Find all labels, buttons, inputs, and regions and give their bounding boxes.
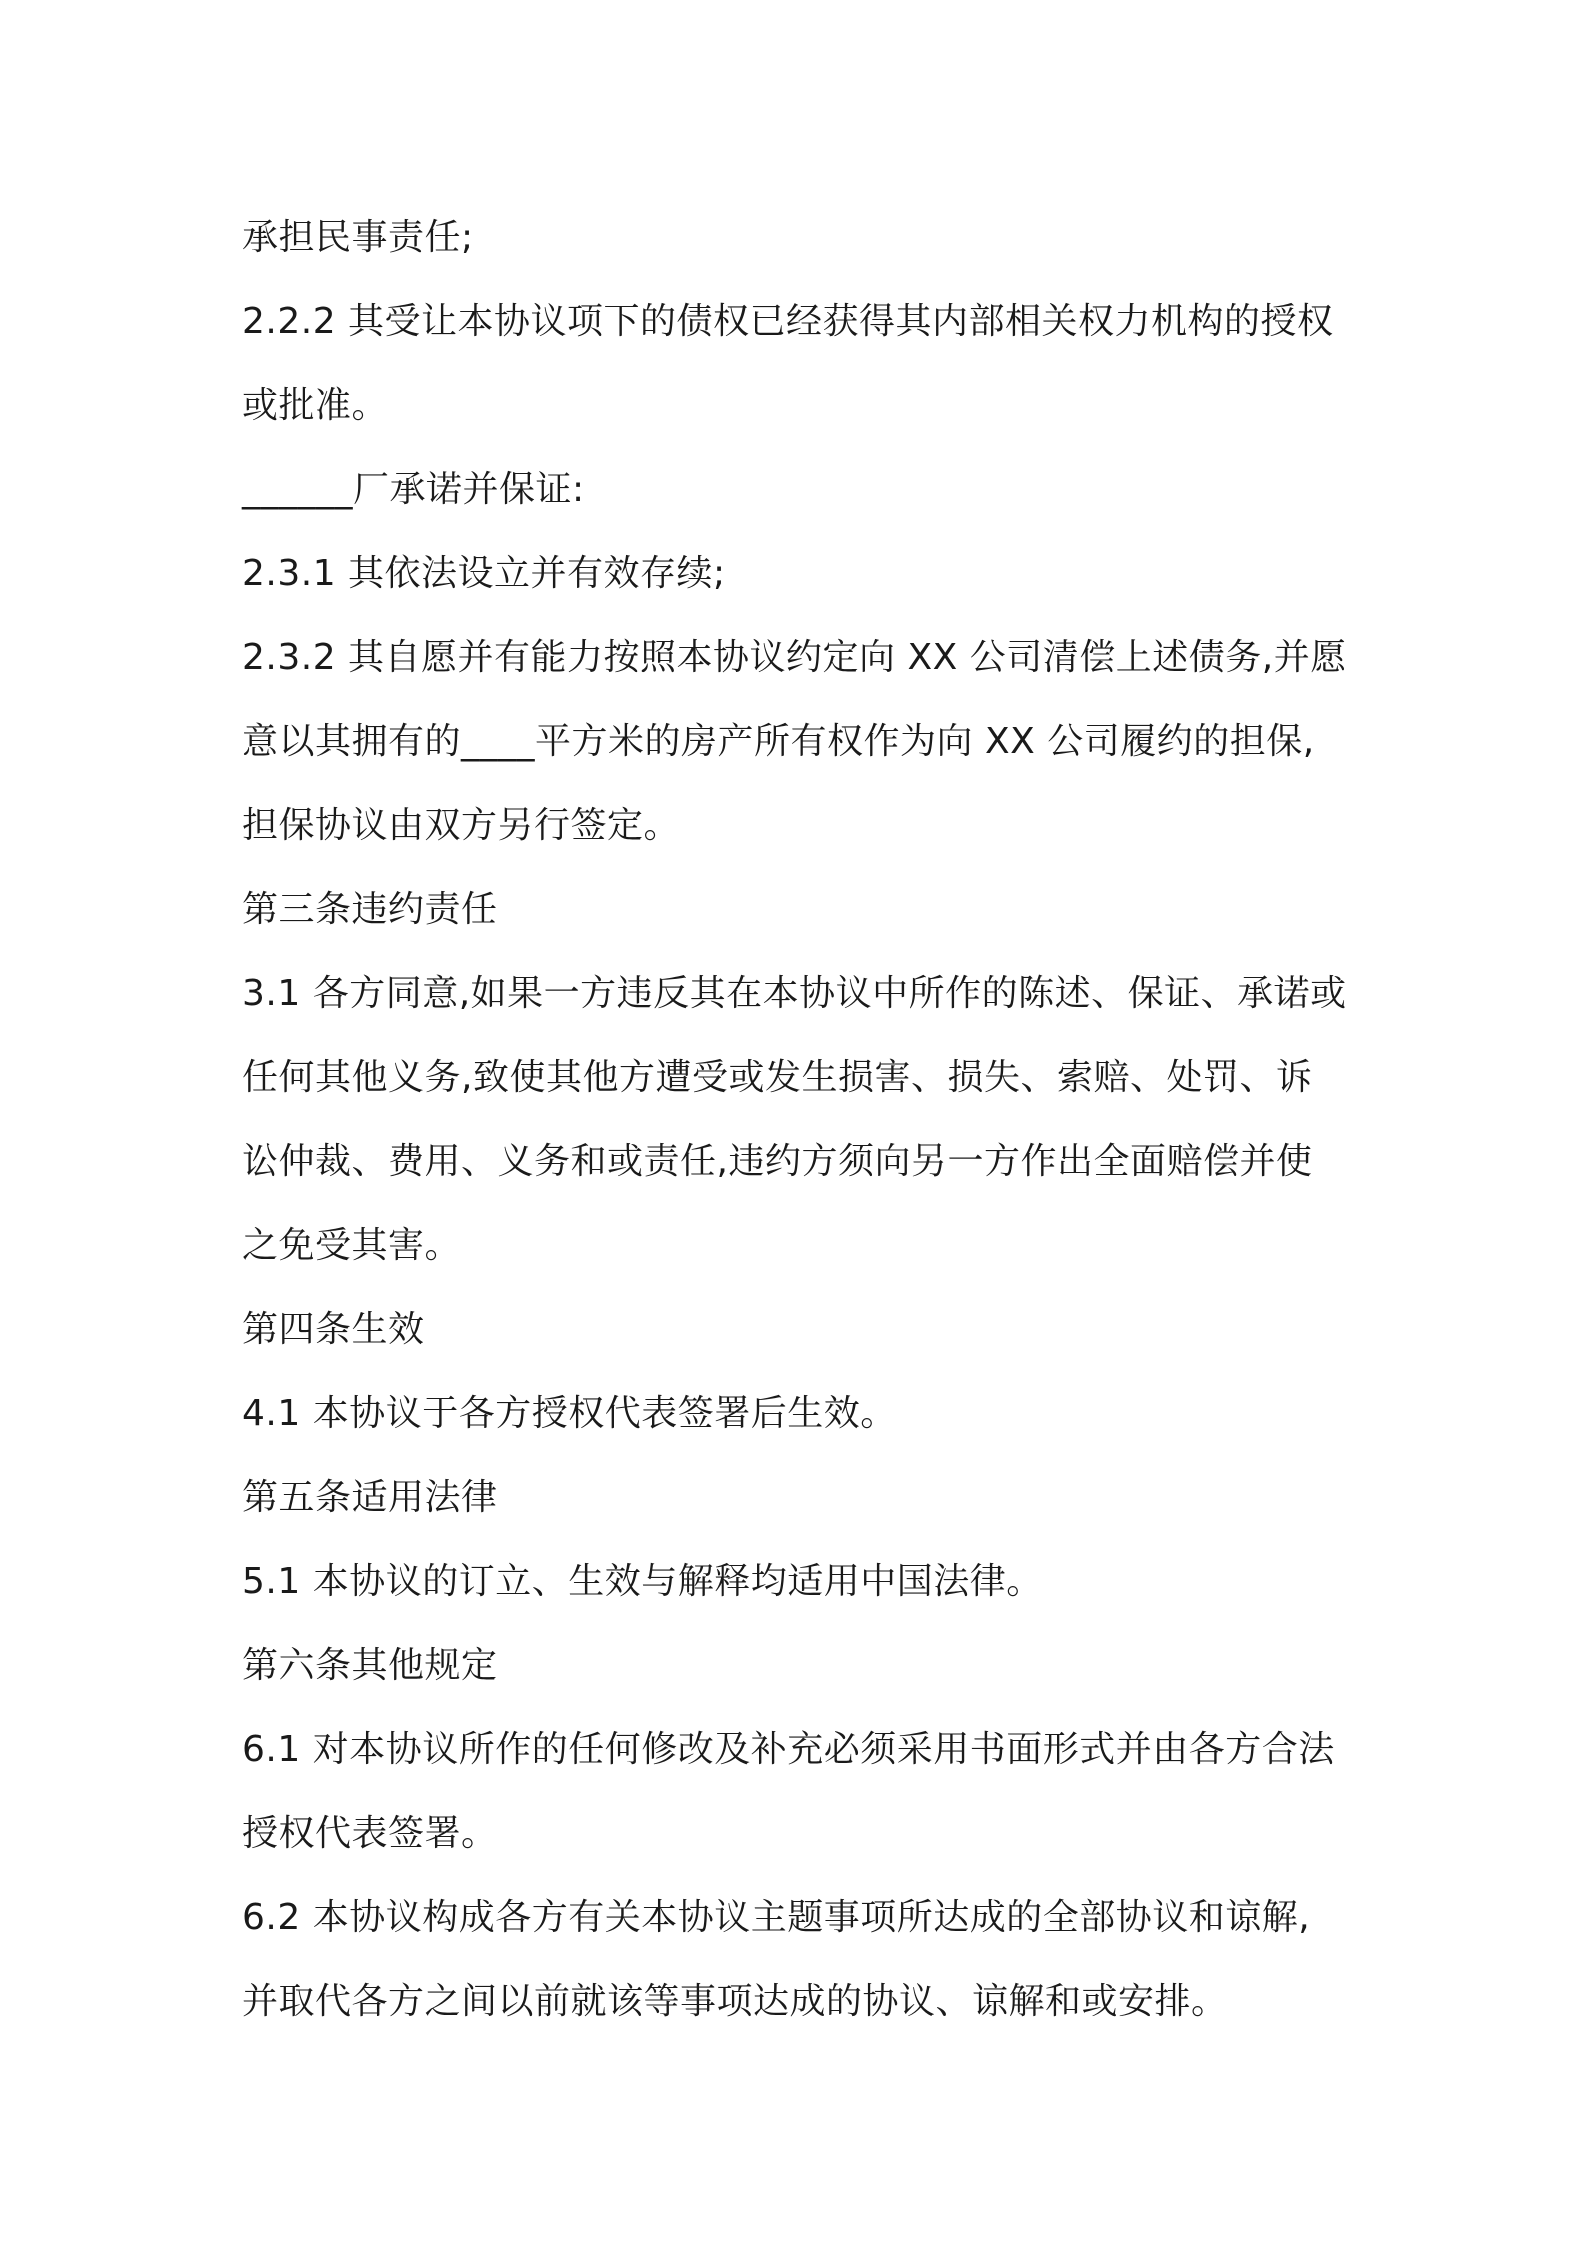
text-line: 6.2 本协议构成各方有关本协议主题事项所达成的全部协议和谅解, xyxy=(242,1897,1311,1938)
section-heading: 第五条适用法律 xyxy=(242,1477,498,1518)
section-heading: 第四条生效 xyxy=(242,1309,425,1350)
text-line: 讼仲裁、费用、义务和或责任,违约方须向另一方作出全面赔偿并使 xyxy=(242,1141,1313,1182)
text-line: 2.3.1 其依法设立并有效存续; xyxy=(242,553,726,594)
text-line: 授权代表签署。 xyxy=(242,1813,498,1854)
text-line: 4.1 本协议于各方授权代表签署后生效。 xyxy=(242,1393,897,1434)
text-line: 3.1 各方同意,如果一方违反其在本协议中所作的陈述、保证、承诺或 xyxy=(242,973,1347,1014)
text-line: 之免受其害。 xyxy=(242,1225,462,1266)
text-line: 承担民事责任; xyxy=(242,217,474,258)
text-line: 2.3.2 其自愿并有能力按照本协议约定向 XX 公司清偿上述债务,并愿 xyxy=(242,637,1347,678)
text-line: 担保协议由双方另行签定。 xyxy=(242,805,681,846)
text-line: 意以其拥有的____平方米的房产所有权作为向 XX 公司履约的担保, xyxy=(242,721,1315,762)
section-heading: 第六条其他规定 xyxy=(242,1645,498,1686)
text-line: 2.2.2 其受让本协议项下的债权已经获得其内部相关权力机构的授权 xyxy=(242,301,1334,342)
text-line: 或批准。 xyxy=(242,385,389,426)
text-line: 任何其他义务,致使其他方遭受或发生损害、损失、索赔、处罚、诉 xyxy=(242,1057,1313,1098)
text-line: ______厂承诺并保证: xyxy=(242,469,585,510)
text-line: 并取代各方之间以前就该等事项达成的协议、谅解和或安排。 xyxy=(242,1981,1228,2022)
text-line: 6.1 对本协议所作的任何修改及补充必须采用书面形式并由各方合法 xyxy=(242,1729,1335,1770)
document-body xyxy=(242,196,1362,2044)
text-line: 5.1 本协议的订立、生效与解释均适用中国法律。 xyxy=(242,1561,1043,1602)
section-heading: 第三条违约责任 xyxy=(242,889,498,930)
